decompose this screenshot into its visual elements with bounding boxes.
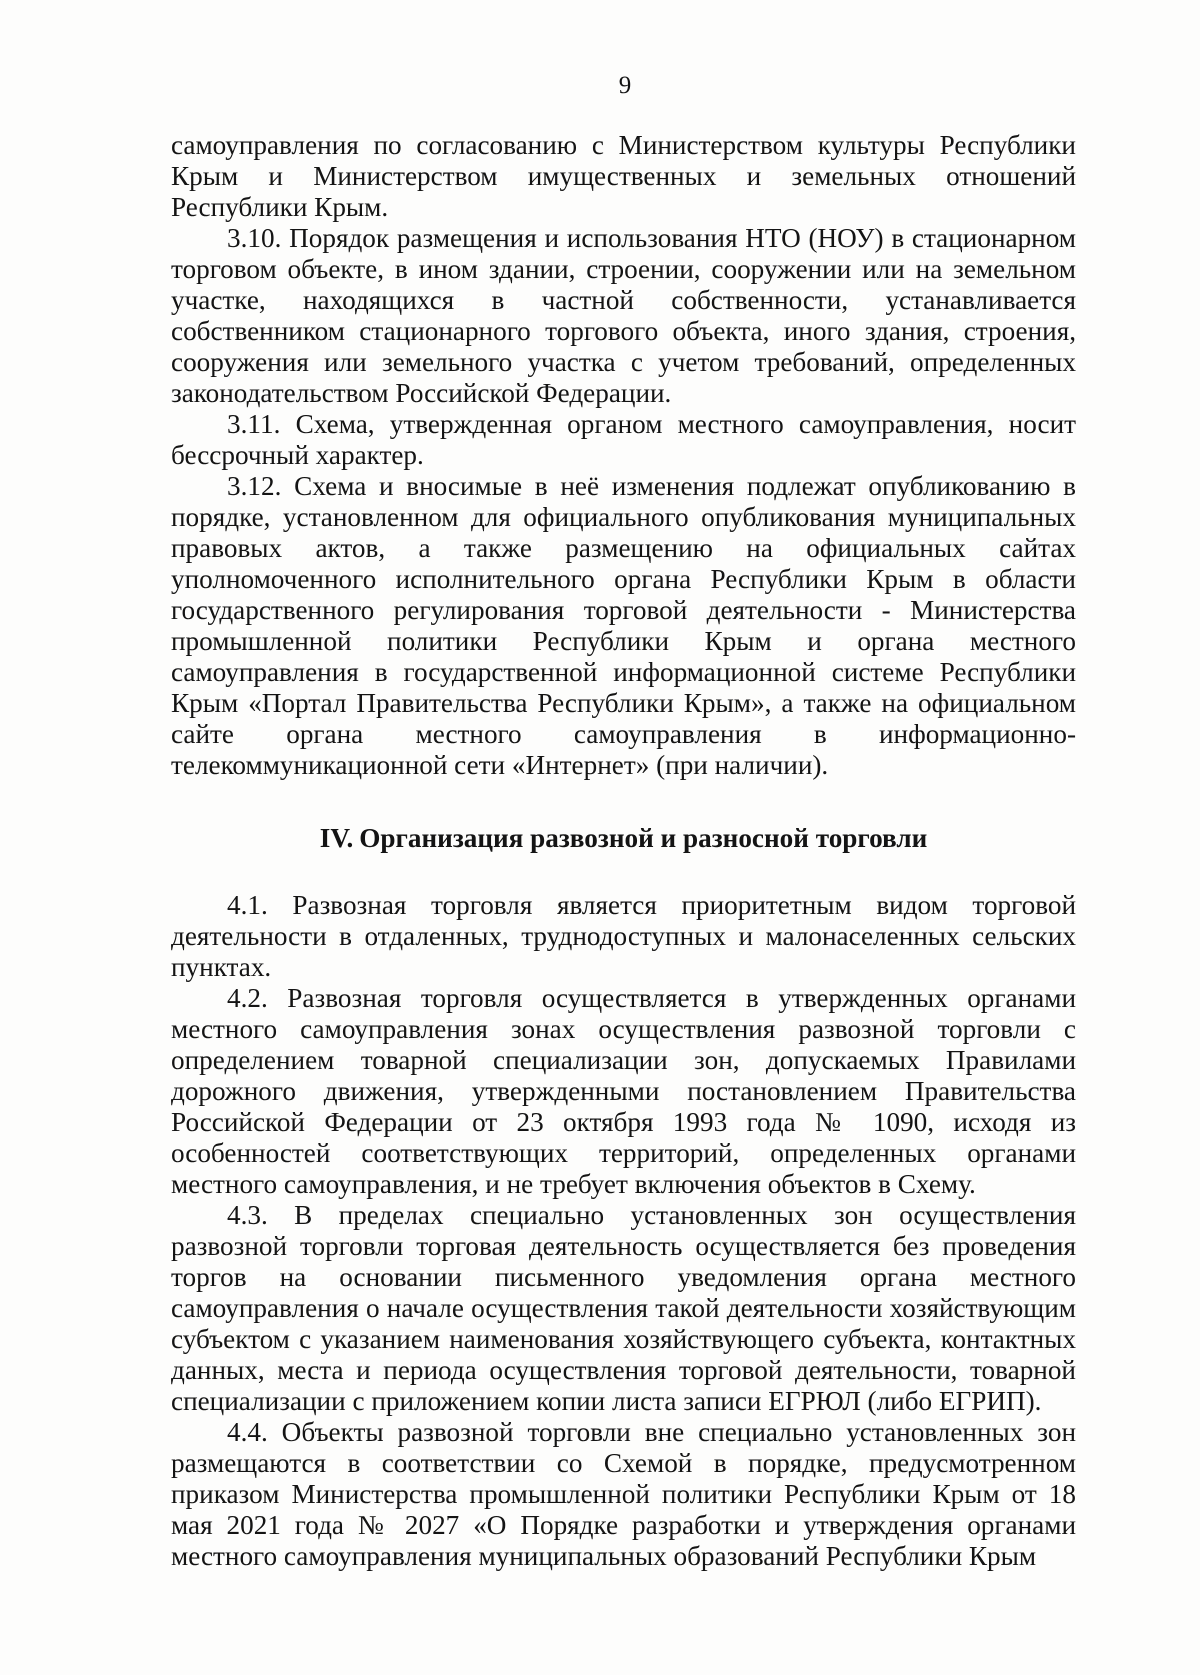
document-body	[171, 130, 1076, 1572]
section-number: IV.	[319, 823, 354, 853]
paragraph-4-1: 4.1. Развозная торговля является приоритетным видом торговой деятельности в отдаленных, труднодоступных и малонаселенных сельских пунктах.	[171, 890, 1076, 982]
paragraph-3-11: 3.11. Схема, утвержденная органом местного самоуправления, носит бессрочный характер.	[171, 409, 1076, 470]
paragraph-continuation: самоуправления по согласованию с Министерством культуры Республики Крым и Министерством имущественных и земельных отношений Республики Крым.	[171, 130, 1076, 222]
paragraph-3-10: 3.10. Порядок размещения и использования НТО (НОУ) в стационарном торговом объекте, в ином здании, строении, сооружении или на земельном участке, находящихся в частной собственности, устанавливается собственником стационарного торгового объекта, иного здания, строения, сооружения или земельного участка с учетом требований, определенных законодательством Российской Федерации.	[171, 223, 1076, 408]
paragraph-3-12: 3.12. Схема и вносимые в неё изменения подлежат опубликованию в порядке, установленном для официального опубликования муниципальных правовых актов, а также размещению на официальных сайтах уполномоченного исполнительного органа Республики Крым в области государственного регулирования торговой деятельности - Министерства промышленной политики Республики Крым и органа местного самоуправления в государственной информационной системе Республики Крым «Портал Правительства Республики Крым», а также на официальном сайте органа местного самоуправления в информационно-телекоммуникационной сети «Интернет» (при наличии).	[171, 471, 1076, 780]
paragraph-4-2: 4.2. Развозная торговля осуществляется в утвержденных органами местного самоуправления зонах осуществления развозной торговли с определением товарной специализации зон, допускаемых Правилами дорожного движения, утвержденными постановлением Правительства Российской Федерации от 23 октября 1993 года № 1090, исходя из особенностей соответствующих территорий, определенных органами местного самоуправления, и не требует включения объектов в Схему.	[171, 983, 1076, 1199]
paragraph-4-3: 4.3. В пределах специально установленных зон осуществления развозной торговли торговая деятельность осуществляется без проведения торгов на основании письменного уведомления органа местного самоуправления о начале осуществления такой деятельности хозяйствующим субъектом с указанием наименования хозяйствующего субъекта, контактных данных, места и периода осуществления торговой деятельности, товарной специализации с приложением копии листа записи ЕГРЮЛ (либо ЕГРИП).	[171, 1200, 1076, 1416]
section-title: Организация развозной и разносной торговли	[359, 823, 928, 853]
paragraph-4-4: 4.4. Объекты развозной торговли вне специально установленных зон размещаются в соответствии со Схемой в порядке, предусмотренном приказом Министерства промышленной политики Республики Крым от 18 мая 2021 года № 2027 «О Порядке разработки и утверждения органами местного самоуправления муниципальных образований Республики Крым	[171, 1417, 1076, 1571]
page-number: 9	[618, 72, 632, 99]
section-heading	[171, 823, 1076, 854]
